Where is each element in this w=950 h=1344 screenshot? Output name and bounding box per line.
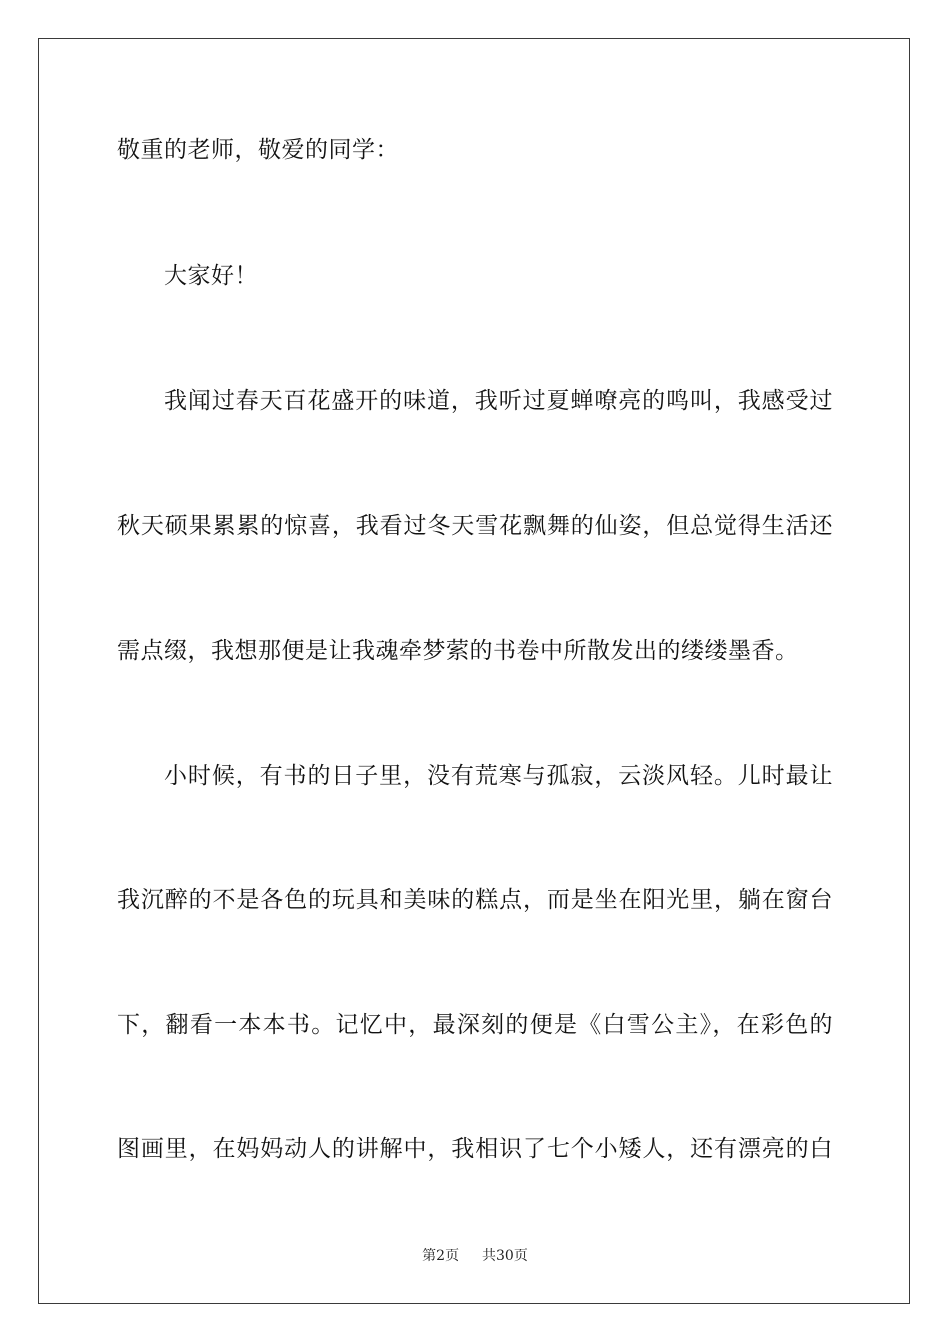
page-number: 第2页 (422, 1248, 460, 1264)
paragraph-line: 需点缀，我想那便是让我魂牵梦萦的书卷中所散发出的缕缕墨香。 (117, 638, 799, 664)
paragraph-line: 小时候，有书的日子里，没有荒寒与孤寂，云淡风轻。儿时最让 (164, 763, 833, 789)
salutation-line: 敬重的老师，敬爱的同学： (117, 137, 399, 163)
page-total: 共30页 (482, 1248, 528, 1264)
paragraph-line: 我闻过春天百花盛开的味道，我听过夏蝉嘹亮的鸣叫，我感受过 (164, 388, 833, 414)
paragraph-line: 下，翻看一本本书。记忆中，最深刻的便是《白雪公主》，在彩色的 (117, 1012, 833, 1038)
page-border (38, 38, 910, 1304)
paragraph-line: 我沉醉的不是各色的玩具和美味的糕点，而是坐在阳光里，躺在窗台 (117, 887, 833, 913)
greeting-line: 大家好！ (164, 263, 258, 289)
page-footer (0, 1247, 950, 1265)
paragraph-line: 秋天硕果累累的惊喜，我看过冬天雪花飘舞的仙姿，但总觉得生活还 (117, 513, 833, 539)
paragraph-line: 图画里，在妈妈动人的讲解中，我相识了七个小矮人，还有漂亮的白 (117, 1136, 833, 1162)
